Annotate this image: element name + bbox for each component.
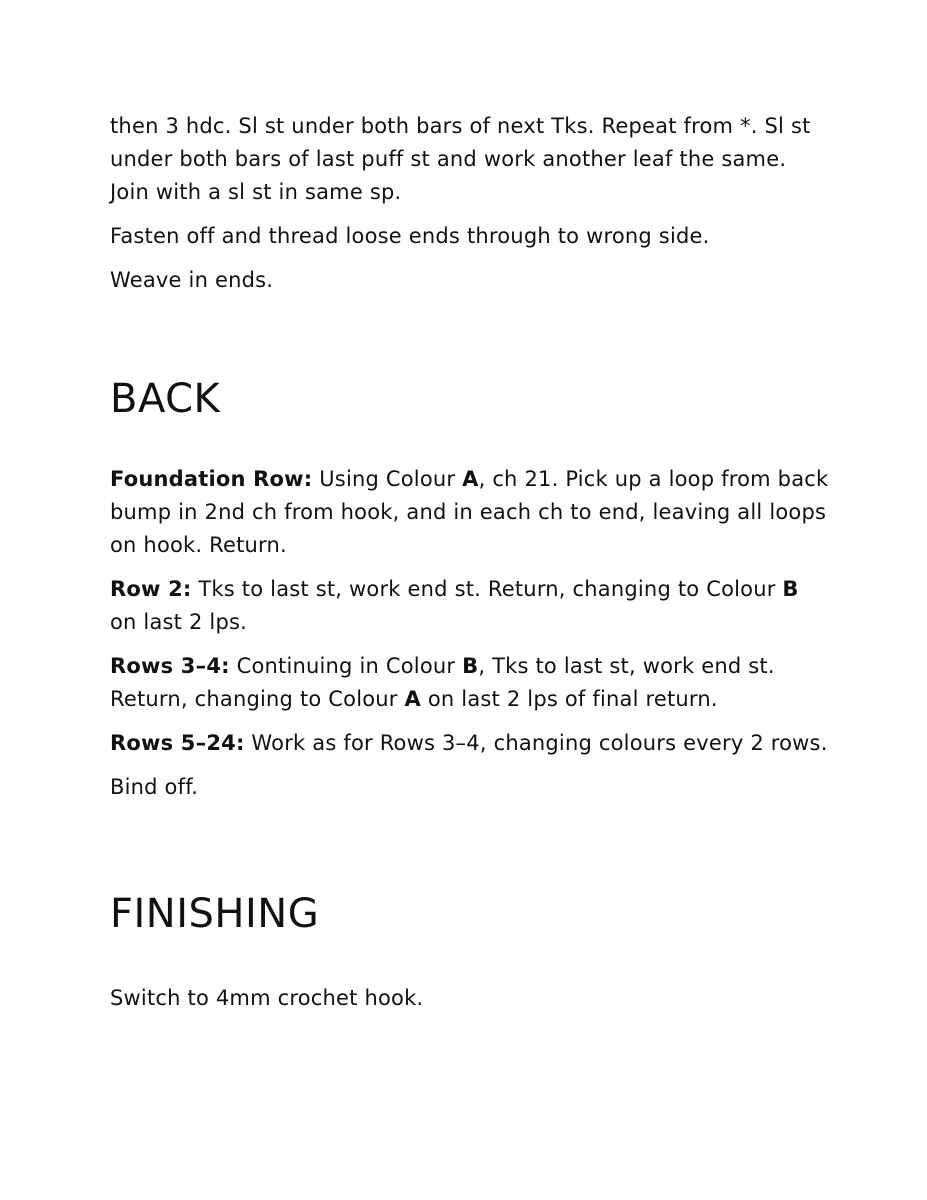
row-2-paragraph xyxy=(110,573,830,639)
intro-paragraph-3: Weave in ends. xyxy=(110,268,274,292)
rows-5-24-paragraph xyxy=(110,727,830,760)
bind-off-paragraph: Bind off. xyxy=(110,775,199,799)
rows-3-4-colour-1: B xyxy=(462,654,479,678)
foundation-row-colour: A xyxy=(462,467,479,491)
row-2-text-1: Tks to last st, work end st. Return, changing to Colour xyxy=(191,577,783,601)
intro-paragraph-2: Fasten off and thread loose ends through to wrong side. xyxy=(110,224,710,248)
rows-3-4-text-3: on last 2 lps of final return. xyxy=(420,687,718,711)
row-2-text-2: on last 2 lps. xyxy=(110,610,248,634)
document-page xyxy=(110,110,830,1026)
foundation-row-label: Foundation Row: xyxy=(110,467,313,491)
intro-paragraph-1: then 3 hdc. Sl st under both bars of next Tks. Repeat from *. Sl st under both bars of last puff st and work another leaf the same. Join with a sl st in same sp. xyxy=(110,114,811,204)
rows-3-4-paragraph xyxy=(110,650,830,716)
rows-5-24-label: Rows 5–24: xyxy=(110,731,245,755)
row-2-colour: B xyxy=(782,577,799,601)
finishing-paragraph-1: Switch to 4mm crochet hook. xyxy=(110,986,424,1010)
foundation-row-text-1: Using Colour xyxy=(312,467,463,491)
back-heading: BACK xyxy=(110,376,221,422)
rows-3-4-colour-2: A xyxy=(404,687,421,711)
rows-5-24-text: Work as for Rows 3–4, changing colours every 2 rows. xyxy=(244,731,828,755)
row-2-label: Row 2: xyxy=(110,577,192,601)
rows-3-4-label: Rows 3–4: xyxy=(110,654,230,678)
rows-3-4-text-1: Continuing in Colour xyxy=(229,654,463,678)
foundation-row-text-2: , ch 21. Pick up a loop from back bump in 2nd ch from hook, and in each ch to end, leaving all loops on hook. Return. xyxy=(110,467,829,557)
finishing-heading: FINISHING xyxy=(110,891,320,937)
foundation-row-paragraph xyxy=(110,463,830,562)
rows-3-4-text-2: , Tks to last st, work end st. Return, changing to Colour xyxy=(110,654,775,711)
